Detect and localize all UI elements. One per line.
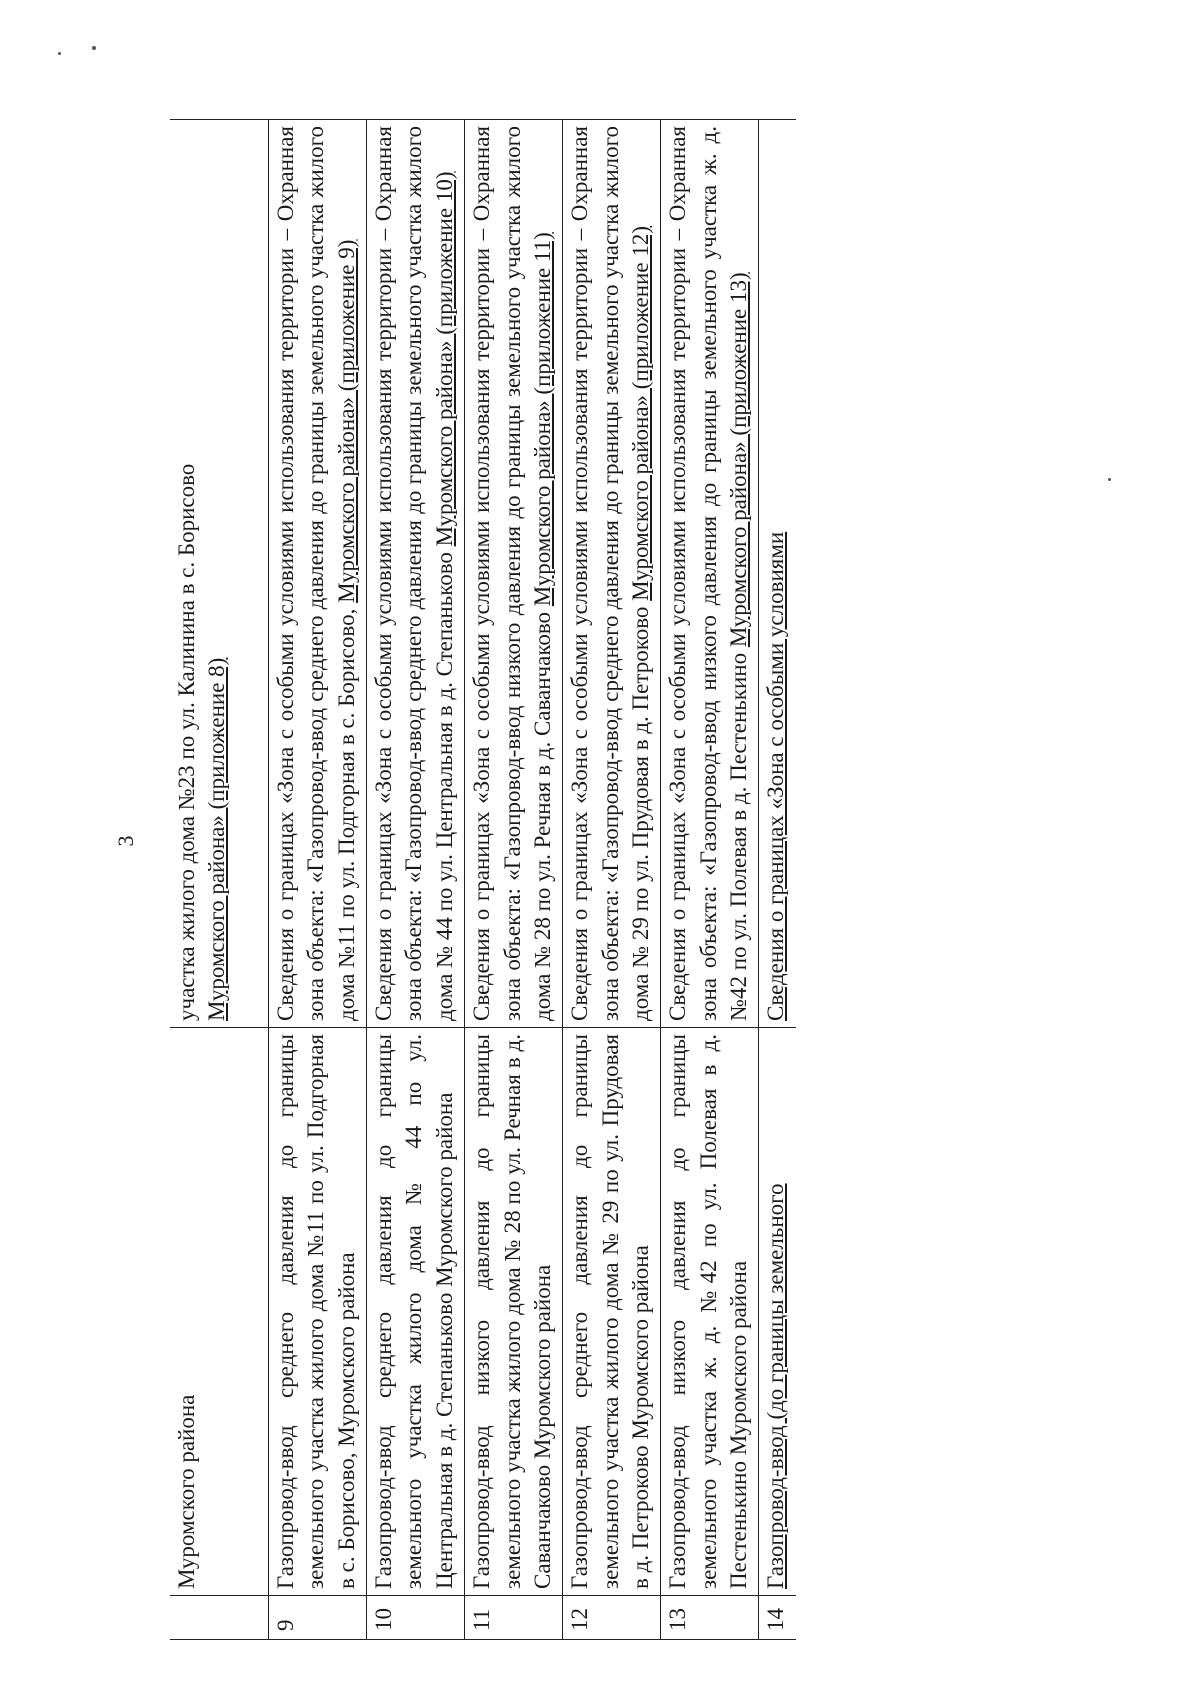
object-name: Муромского района — [170, 1028, 269, 1596]
document-appendix: Муромского района» (приложение 8) — [204, 657, 230, 1021]
zone-document — [563, 120, 661, 1028]
object-name: Газопровод-ввод (до границы земельного — [759, 1028, 796, 1596]
scan-speck — [58, 52, 61, 55]
row-number: 14 — [759, 1596, 796, 1640]
document-text: Сведения о границах «Зона с особыми условиями использования территории – Охранная зона объекта: «Газопровод-ввод низкого давления до границы земельного участка жилого дома № 28 по ул. Речная в д. Саванчаково — [469, 126, 555, 1021]
document-text: Сведения о границах «Зона с особыми условиями использования территории – Охранная зона объекта: «Газопровод-ввод среднего давления до границы земельного участка жилого дома №11 по ул. Подгорная в с. Борисово, — [273, 126, 359, 1021]
zone-document — [465, 120, 563, 1028]
scan-speck — [1108, 478, 1111, 481]
document-appendix: Муромского района» (приложение 12) — [627, 226, 653, 601]
row-number: 10 — [367, 1596, 465, 1640]
row-number — [170, 1596, 269, 1640]
zone-document: Сведения о границах «Зона с особыми условиями — [759, 120, 796, 1028]
table-row — [759, 120, 796, 1640]
document-appendix: Муромского района» (приложение 9) — [333, 239, 359, 603]
row-number: 9 — [269, 1596, 367, 1640]
object-name: Газопровод-ввод низкого давления до границы земельного участка жилого дома № 28 по ул. Речная в д. Саванчаково Муромского района — [465, 1028, 563, 1596]
object-name: Газопровод-ввод низкого давления до границы земельного участка ж. д. №42 по ул. Полевая в д. Пестенькино Муромского района — [661, 1028, 759, 1596]
zone-document — [269, 120, 367, 1028]
object-name: Газопровод-ввод среднего давления до границы земельного участка жилого дома №11 по ул. Подгорная в с. Борисово, Муромского района — [269, 1028, 367, 1596]
table-row — [269, 120, 367, 1640]
object-name: Газопровод-ввод среднего давления до границы земельного участка жилого дома № 44 по ул. Центральная в д. Степаньково Муромского района — [367, 1028, 465, 1596]
zone-document — [170, 120, 269, 1028]
row-number: 11 — [465, 1596, 563, 1640]
document-appendix: Муромского района» (приложение 11) — [529, 232, 555, 607]
zone-document — [661, 120, 759, 1028]
zone-document — [367, 120, 465, 1028]
table-row — [170, 120, 269, 1640]
document-text: Сведения о границах «Зона с особыми условиями использования территории – Охранная зона объекта: «Газопровод-ввод низкого давления до границы земельного участка ж. д. №42 по ул. Полевая в д. Пестенькино — [665, 126, 752, 1021]
table-row — [465, 120, 563, 1640]
document-text: Сведения о границах «Зона с особыми условиями использования территории – Охранная зона объекта: «Газопровод-ввод среднего давления до границы земельного участка жилого дома № 44 по ул. Центральная в д. Степаньково — [371, 126, 457, 1021]
table-row — [661, 120, 759, 1640]
table-row — [367, 120, 465, 1640]
table-row — [563, 120, 661, 1640]
scan-speck — [92, 46, 96, 50]
row-number: 12 — [563, 1596, 661, 1640]
row-number: 13 — [661, 1596, 759, 1640]
document-text: участка жилого дома №23 по ул. Калинина в с. Борисово — [174, 463, 199, 1021]
document-text: Сведения о границах «Зона с особыми условиями использования территории – Охранная зона объекта: «Газопровод-ввод среднего давления до границы земельного участка жилого дома № 29 по ул. Прудовая в д. Петроково — [567, 126, 653, 1021]
object-name: Газопровод-ввод среднего давления до границы земельного участка жилого дома № 29 по ул. Прудовая в д. Петроково Муромского района — [563, 1028, 661, 1596]
document-appendix: Муромского района» (приложение 10) — [431, 171, 457, 547]
document-sheet — [170, 120, 1050, 1640]
document-appendix: Муромского района» (приложение 13) — [726, 272, 752, 648]
zones-table — [170, 119, 796, 1640]
page-number: 3 — [113, 835, 138, 847]
